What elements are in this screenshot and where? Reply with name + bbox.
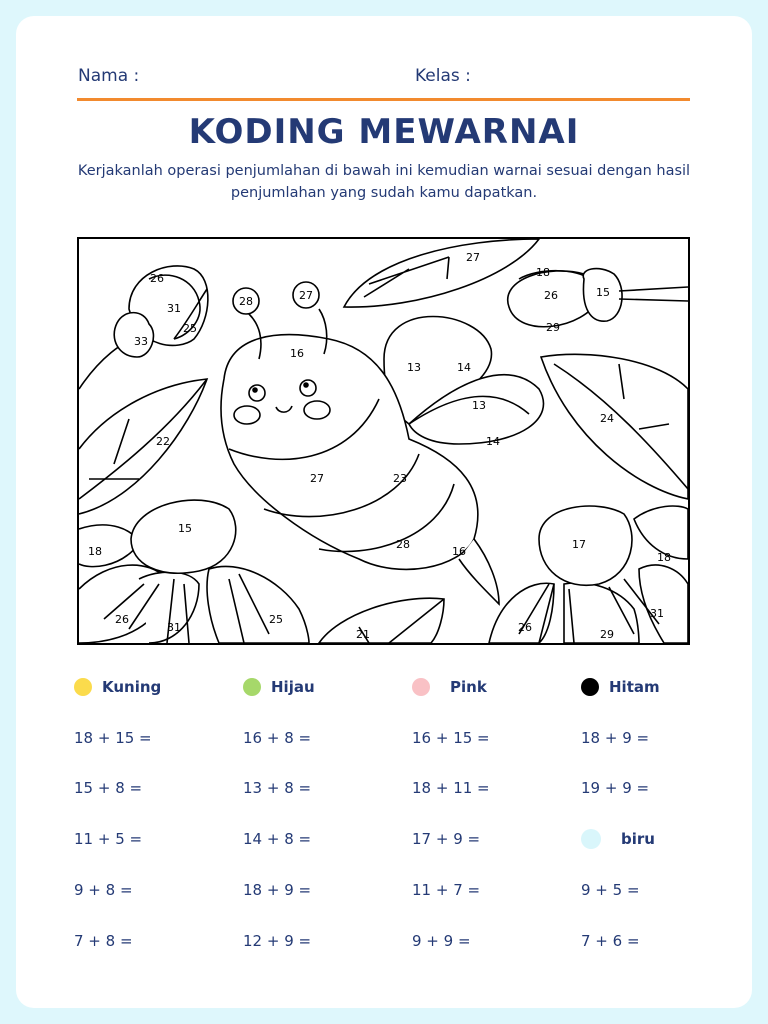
svg-text:28: 28 (239, 295, 253, 308)
legend-pink (412, 676, 487, 698)
svg-text:29: 29 (546, 321, 560, 334)
yellow-dot-icon (74, 678, 92, 696)
sum-item: 18 + 15 = (74, 729, 152, 747)
sum-item: 11 + 7 = (412, 881, 481, 899)
svg-text:15: 15 (596, 286, 610, 299)
divider (77, 98, 690, 101)
instructions: Kerjakanlah operasi penjumlahan di bawah ini kemudian warnai sesuai dengan hasil penjumlahan yang sudah kamu dapatkan. (77, 163, 691, 201)
sum-item: 7 + 6 = (581, 932, 640, 950)
pink-dot-icon (412, 678, 430, 696)
sum-item: 16 + 15 = (412, 729, 490, 747)
coloring-picture (77, 237, 690, 645)
name-label: Nama : (78, 66, 140, 86)
svg-text:22: 22 (156, 435, 170, 448)
svg-text:31: 31 (650, 607, 664, 620)
sum-item: 13 + 8 = (243, 779, 312, 797)
light-blue-dot-icon (581, 829, 601, 849)
svg-text:18: 18 (88, 545, 102, 558)
svg-text:27: 27 (466, 251, 480, 264)
svg-text:18: 18 (657, 551, 671, 564)
legend-label: Pink (450, 678, 487, 696)
sum-item: 18 + 9 = (581, 729, 650, 747)
worksheet (16, 16, 752, 1008)
sum-item: 9 + 8 = (74, 881, 133, 899)
svg-text:17: 17 (572, 538, 586, 551)
sum-item: 11 + 5 = (74, 830, 143, 848)
svg-text:27: 27 (310, 472, 324, 485)
green-dot-icon (243, 678, 261, 696)
sum-item: 7 + 8 = (74, 932, 133, 950)
legend-label: Hitam (609, 678, 660, 696)
svg-text:15: 15 (178, 522, 192, 535)
svg-text:24: 24 (600, 412, 614, 425)
svg-text:29: 29 (600, 628, 614, 641)
sum-item: 18 + 9 = (243, 881, 312, 899)
svg-text:21: 21 (356, 628, 370, 641)
legend-label: biru (621, 830, 655, 848)
legend-biru (581, 829, 655, 849)
black-dot-icon (581, 678, 599, 696)
svg-text:27: 27 (299, 289, 313, 302)
svg-text:26: 26 (544, 289, 558, 302)
svg-text:28: 28 (396, 538, 410, 551)
sum-item: 9 + 9 = (412, 932, 471, 950)
svg-text:13: 13 (407, 361, 421, 374)
legend-label: Kuning (102, 678, 162, 696)
svg-text:31: 31 (167, 621, 181, 634)
svg-text:26: 26 (150, 272, 164, 285)
svg-text:25: 25 (183, 322, 197, 335)
svg-text:23: 23 (393, 472, 407, 485)
legend-label: Hijau (271, 678, 315, 696)
svg-text:16: 16 (452, 545, 466, 558)
legend-hitam (581, 676, 660, 698)
sum-item: 15 + 8 = (74, 779, 143, 797)
svg-text:14: 14 (486, 435, 500, 448)
svg-text:26: 26 (518, 621, 532, 634)
sum-item: 17 + 9 = (412, 830, 481, 848)
svg-text:13: 13 (472, 399, 486, 412)
sum-item: 19 + 9 = (581, 779, 650, 797)
svg-text:18: 18 (536, 266, 550, 279)
sum-item: 16 + 8 = (243, 729, 312, 747)
svg-text:25: 25 (269, 613, 283, 626)
sum-item: 18 + 11 = (412, 779, 490, 797)
legend-kuning (74, 676, 161, 698)
svg-text:26: 26 (115, 613, 129, 626)
class-label: Kelas : (415, 66, 471, 86)
sum-item: 12 + 9 = (243, 932, 312, 950)
legend-hijau (243, 676, 315, 698)
svg-text:14: 14 (457, 361, 471, 374)
sum-item: 14 + 8 = (243, 830, 312, 848)
svg-text:33: 33 (134, 335, 148, 348)
svg-text:16: 16 (290, 347, 304, 360)
page-title: KODING MEWARNAI (188, 112, 580, 152)
sum-item: 9 + 5 = (581, 881, 640, 899)
svg-text:31: 31 (167, 302, 181, 315)
